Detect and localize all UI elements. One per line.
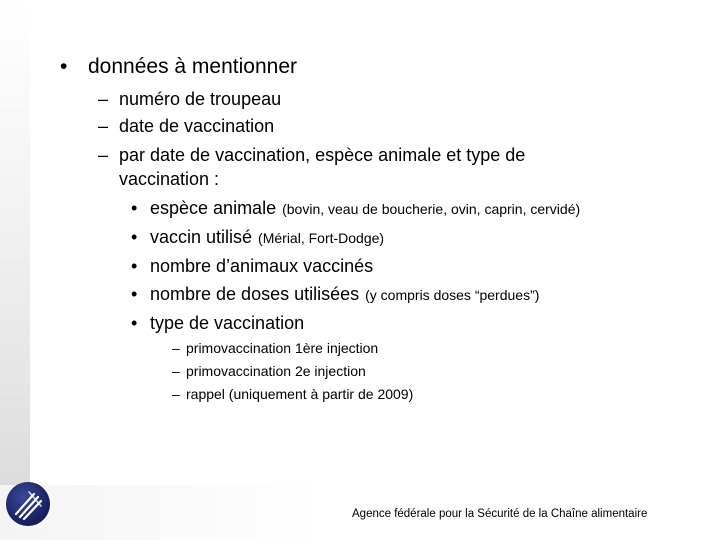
afsca-logo-icon [4, 480, 52, 528]
sub-item: – par date de vaccination, espèce animale et type de [98, 145, 526, 165]
left-decorative-band [0, 0, 30, 540]
agency-name: Agence fédérale pour la Sécurité de la Chaîne alimentaire [352, 508, 648, 520]
detail-item: • vaccin utilisé (Mérial, Fort-Dodge) [131, 227, 385, 247]
type-item: – rappel (uniquement à partir de 2009) [172, 386, 414, 402]
detail-item: • espèce animale (bovin, veau de boucherie, ovin, caprin, cervidé) [131, 198, 581, 218]
detail-item: • nombre d’animaux vaccinés [131, 256, 374, 276]
sub-item: – date de vaccination [98, 116, 275, 136]
bullet-title: • données à mentionner [60, 55, 297, 78]
sub-item-continuation: vaccination : [119, 169, 220, 189]
detail-item: • type de vaccination [131, 313, 305, 333]
detail-item: • nombre de doses utilisées (y compris doses “perdues”) [131, 284, 540, 304]
type-item: – primovaccination 1ère injection [172, 340, 379, 356]
sub-item: – numéro de troupeau [98, 89, 282, 109]
type-item: – primovaccination 2e injection [172, 363, 366, 379]
